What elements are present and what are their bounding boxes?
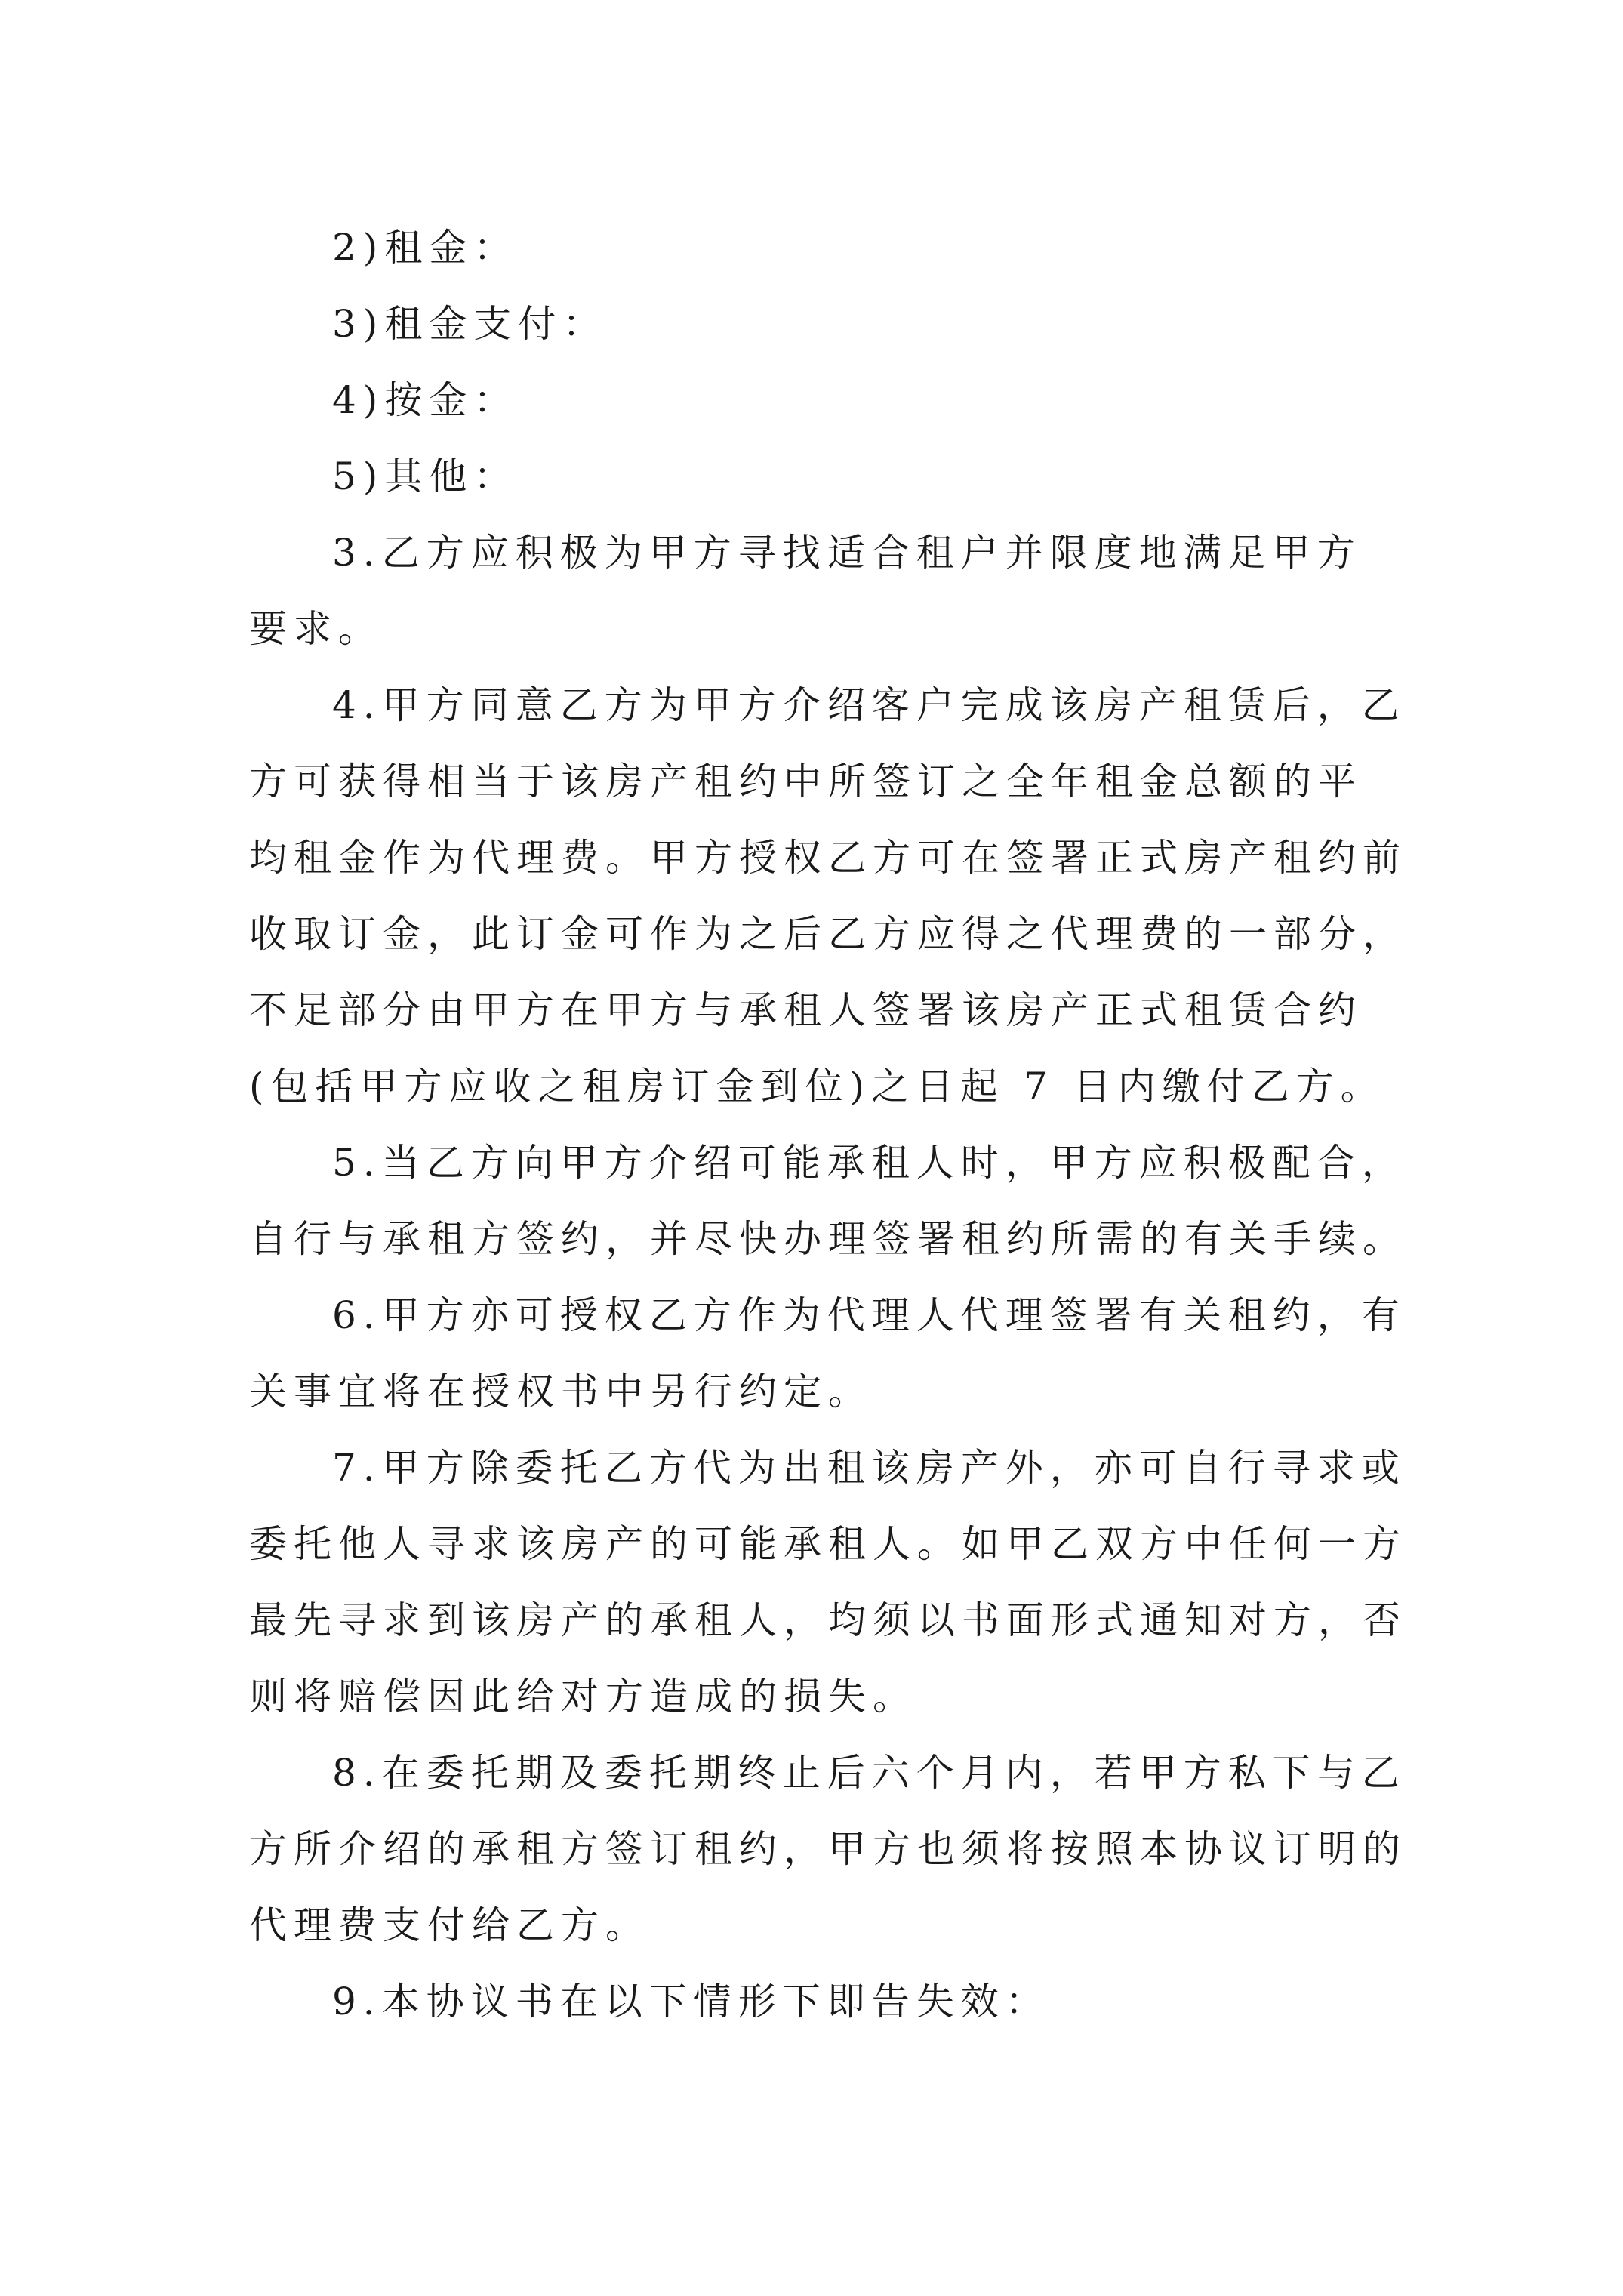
clause-6: [249, 1277, 1406, 1430]
text-line: 8.在委托期及委托期终止后六个月内，若甲方私下与乙: [332, 1751, 1406, 1795]
text-line: 关事宜将在授权书中另行约定。: [249, 1370, 873, 1413]
clause-9: [249, 1964, 1389, 2040]
item-rent: [249, 210, 1389, 286]
text-line: 9.本协议书在以下情形下即告失效：: [332, 1980, 1050, 2023]
clause-8: [249, 1735, 1407, 1964]
item-deposit: [249, 362, 1389, 439]
text-line: 7.甲方除委托乙方代为出租该房产外，亦可自行寻求或: [332, 1446, 1406, 1490]
text-line: 方所介绍的承租方签订租约，甲方也须将按照本协议订明的: [249, 1827, 1407, 1871]
text-line: 6.甲方亦可授权乙方作为代理人代理签署有关租约，有: [332, 1293, 1406, 1337]
text-line: 自行与承租方签约，并尽快办理签署租约所需的有关手续。: [249, 1217, 1407, 1261]
text-line: 委托他人寻求该房产的可能承租人。如甲乙双方中任何一方: [249, 1522, 1407, 1566]
document-body: [249, 210, 1407, 2040]
text-line: (包括甲方应收之租房订金到位)之日起 7 日内缴付乙方。: [249, 1065, 1385, 1108]
clause-3: [249, 515, 1389, 667]
text-line: 5)其他：: [332, 455, 519, 498]
item-rent-payment: [249, 286, 1389, 362]
clause-5: [249, 1125, 1407, 1277]
text-line: 则将赔偿因此给对方造成的损失。: [249, 1675, 917, 1718]
text-line: 要求。: [249, 607, 383, 651]
item-other: [249, 439, 1389, 515]
text-line: 代理费支付给乙方。: [249, 1903, 650, 1947]
clause-4: [249, 667, 1407, 1125]
text-line: 不足部分由甲方在甲方与承租人签署该房产正式租赁合约: [249, 988, 1363, 1032]
clause-7: [249, 1430, 1407, 1735]
text-line: 方可获得相当于该房产租约中所签订之全年租金总额的平: [249, 760, 1363, 803]
text-line: 均租金作为代理费。甲方授权乙方可在签署正式房产租约前: [249, 836, 1407, 880]
text-line: 2)租金：: [332, 226, 519, 270]
text-line: 3)租金支付：: [332, 302, 608, 346]
text-line: 4)按金：: [332, 378, 519, 422]
text-line: 最先寻求到该房产的承租人，均须以书面形式通知对方，否: [249, 1598, 1407, 1642]
text-line: 4.甲方同意乙方为甲方介绍客户完成该房产租赁后，乙: [332, 683, 1406, 727]
text-line: 收取订金，此订金可作为之后乙方应得之代理费的一部分，: [249, 912, 1407, 956]
text-line: 3.乙方应积极为甲方寻找适合租户并限度地满足甲方: [332, 531, 1362, 575]
text-line: 5.当乙方向甲方介绍可能承租人时，甲方应积极配合，: [332, 1141, 1406, 1185]
